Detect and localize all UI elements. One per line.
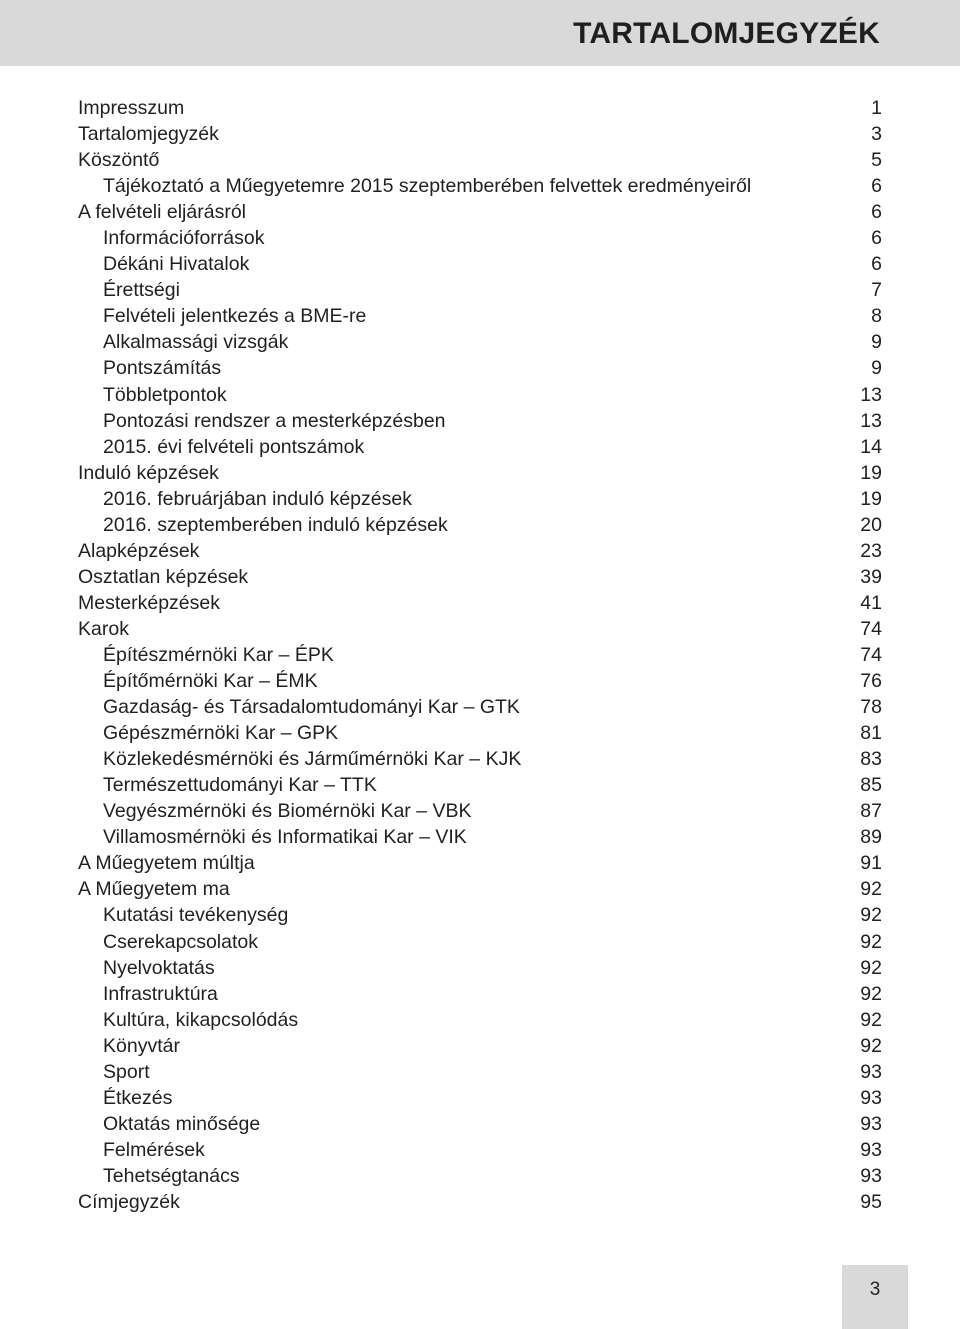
toc-entry-label: Villamosmérnöki és Informatikai Kar – VIK	[103, 826, 467, 849]
toc-entry-page: 93	[860, 1138, 882, 1161]
toc-entry-page: 78	[860, 696, 882, 719]
toc-entry[interactable]	[78, 798, 882, 824]
toc-entry[interactable]	[78, 199, 882, 225]
toc-entry-label: Felmérések	[103, 1138, 205, 1161]
toc-entry[interactable]	[78, 1163, 882, 1189]
toc-entry-page: 93	[860, 1060, 882, 1083]
toc-entry-label: Felvételi jelentkezés a BME-re	[103, 305, 367, 328]
toc-entry[interactable]	[78, 382, 882, 408]
toc-entry-label: Információforrások	[103, 227, 265, 250]
toc-entry-label: Sport	[103, 1060, 150, 1083]
toc-entry[interactable]	[78, 434, 882, 460]
toc-entry[interactable]	[78, 642, 882, 668]
toc-entry[interactable]	[78, 173, 882, 199]
toc-entry-page: 6	[871, 201, 882, 224]
toc-entry[interactable]	[78, 277, 882, 303]
toc-entry-label: A Műegyetem múltja	[78, 852, 255, 875]
toc-entry-page: 91	[860, 852, 882, 875]
toc-entry-label: Tartalomjegyzék	[78, 123, 219, 146]
toc-entry[interactable]	[78, 564, 882, 590]
toc-entry-label: Mesterképzések	[78, 591, 220, 614]
header-band	[0, 0, 960, 66]
toc-entry-label: Köszöntő	[78, 149, 160, 172]
toc-entry-page: 1	[871, 97, 882, 119]
toc-entry-page: 8	[871, 305, 882, 328]
toc-entry-label: Címjegyzék	[78, 1190, 180, 1213]
toc-entry-page: 92	[860, 878, 882, 901]
toc-entry[interactable]	[78, 1189, 882, 1215]
toc-entry[interactable]	[78, 1059, 882, 1085]
toc-entry[interactable]	[78, 746, 882, 772]
toc-entry-page: 9	[871, 357, 882, 380]
toc-entry[interactable]	[78, 981, 882, 1007]
toc-entry-label: Építőmérnöki Kar – ÉMK	[103, 670, 318, 693]
toc-entry-label: Osztatlan képzések	[78, 565, 249, 588]
toc-entry-label: Kultúra, kikapcsolódás	[103, 1008, 299, 1031]
toc-entry-label: Étkezés	[103, 1086, 173, 1109]
toc-entry-label: Érettségi	[103, 279, 180, 302]
toc-entry-page: 93	[860, 1086, 882, 1109]
toc-entry-page: 93	[860, 1164, 882, 1187]
toc-entry-label: Alkalmassági vizsgák	[103, 331, 289, 354]
toc-entry-page: 76	[860, 670, 882, 693]
toc-entry[interactable]	[78, 902, 882, 928]
toc-entry[interactable]	[78, 1137, 882, 1163]
toc-entry-label: 2015. évi felvételi pontszámok	[103, 435, 365, 458]
toc-entry[interactable]	[78, 512, 882, 538]
toc-entry-page: 3	[871, 123, 882, 146]
toc-entry[interactable]	[78, 1007, 882, 1033]
toc-entry-label: Pontszámítás	[103, 357, 222, 380]
toc-entry-page: 92	[860, 1034, 882, 1057]
toc-entry-label: Induló képzések	[78, 461, 219, 484]
toc-entry-label: Alapképzések	[78, 539, 200, 562]
toc-entry-label: Karok	[78, 617, 129, 640]
toc-entry-label: Közlekedésmérnöki és Járműmérnöki Kar – KJK	[103, 748, 522, 771]
toc-entry-page: 87	[860, 800, 882, 823]
toc-entry-label: Nyelvoktatás	[103, 956, 215, 979]
page-number: 3	[869, 1279, 881, 1300]
toc-entry-label: Vegyészmérnöki és Biomérnöki Kar – VBK	[103, 800, 472, 823]
toc-entry-page: 20	[860, 513, 882, 536]
toc-entry-label: Oktatás minősége	[103, 1112, 261, 1135]
toc-entry-label: Impresszum	[78, 97, 185, 119]
toc-entry[interactable]	[78, 95, 882, 121]
page-number-box	[842, 1265, 908, 1329]
toc-entry[interactable]	[78, 408, 882, 434]
toc-entry-page: 83	[860, 748, 882, 771]
toc-entry-page: 6	[871, 227, 882, 250]
toc-entry-page: 7	[871, 279, 882, 302]
toc-entry-page: 81	[860, 722, 882, 745]
toc-entry-page: 89	[860, 826, 882, 849]
toc-entry-label: Tájékoztató a Műegyetemre 2015 szeptemberében felvettek eredményeiről	[103, 175, 752, 198]
toc-entry-label: Természettudományi Kar – TTK	[103, 774, 377, 797]
toc-entry-page: 85	[860, 774, 882, 797]
toc-entry-label: Többletpontok	[103, 383, 227, 406]
toc-entry-page: 92	[860, 982, 882, 1005]
toc-entry-label: Gazdaság- és Társadalomtudományi Kar – GTK	[103, 696, 520, 719]
toc-entry-page: 93	[860, 1112, 882, 1135]
toc-entry[interactable]	[78, 720, 882, 746]
toc-entry-label: 2016. februárjában induló képzések	[103, 487, 412, 510]
toc-entry[interactable]	[78, 929, 882, 955]
toc-entry-page: 39	[860, 565, 882, 588]
toc-entry-page: 13	[860, 409, 882, 432]
toc-entry-label: 2016. szeptemberében induló képzések	[103, 513, 448, 536]
toc-entry[interactable]	[78, 772, 882, 798]
toc-entry[interactable]	[78, 955, 882, 981]
toc-entry[interactable]	[78, 538, 882, 564]
toc-entry[interactable]	[78, 121, 882, 147]
toc-entry-page: 6	[871, 175, 882, 198]
toc-entry-page: 92	[860, 904, 882, 927]
toc-entry-page: 74	[860, 643, 882, 666]
toc-entry[interactable]	[78, 590, 882, 616]
toc-entry[interactable]	[78, 460, 882, 486]
toc-entry[interactable]	[78, 303, 882, 329]
toc-entry[interactable]	[78, 355, 882, 381]
toc-entry-label: A Műegyetem ma	[78, 878, 230, 901]
toc-entry-page: 5	[871, 149, 882, 172]
toc-entry-page: 92	[860, 930, 882, 953]
toc-entry[interactable]	[78, 876, 882, 902]
toc-entry[interactable]	[78, 225, 882, 251]
toc-entry-label: A felvételi eljárásról	[78, 201, 246, 224]
toc-entry[interactable]	[78, 486, 882, 512]
toc-entry[interactable]	[78, 1033, 882, 1059]
toc-entry[interactable]	[78, 251, 882, 277]
toc-entry-page: 23	[860, 539, 882, 562]
page-title: TARTALOMJEGYZÉK	[573, 17, 880, 50]
toc-entry[interactable]	[78, 1085, 882, 1111]
toc-entry-page: 95	[860, 1190, 882, 1213]
toc-entry-page: 19	[860, 461, 882, 484]
toc-entry-page: 6	[871, 253, 882, 276]
toc-entry-page: 13	[860, 383, 882, 406]
toc-entry-page: 9	[871, 331, 882, 354]
table-of-contents	[78, 95, 882, 1215]
toc-entry-page: 19	[860, 487, 882, 510]
toc-entry-label: Tehetségtanács	[103, 1164, 240, 1187]
toc-entry-label: Könyvtár	[103, 1034, 180, 1057]
toc-entry-page: 92	[860, 956, 882, 979]
toc-entry[interactable]	[78, 668, 882, 694]
toc-entry-label: Infrastruktúra	[103, 982, 218, 1005]
toc-entry[interactable]	[78, 616, 882, 642]
toc-entry[interactable]	[78, 329, 882, 355]
toc-entry-page: 92	[860, 1008, 882, 1031]
toc-entry-label: Pontozási rendszer a mesterképzésben	[103, 409, 446, 432]
toc-entry-label: Cserekapcsolatok	[103, 930, 258, 953]
toc-entry-page: 41	[860, 591, 882, 614]
toc-entry-page: 74	[860, 617, 882, 640]
toc-entry[interactable]	[78, 1111, 882, 1137]
toc-entry-label: Gépészmérnöki Kar – GPK	[103, 722, 339, 745]
toc-entry-label: Kutatási tevékenység	[103, 904, 289, 927]
toc-entry-label: Építészmérnöki Kar – ÉPK	[103, 643, 334, 666]
toc-entry[interactable]	[78, 850, 882, 876]
toc-entry[interactable]	[78, 694, 882, 720]
toc-entry-page: 14	[860, 435, 882, 458]
toc-entry[interactable]	[78, 147, 882, 173]
toc-entry[interactable]	[78, 824, 882, 850]
toc-entry-label: Dékáni Hivatalok	[103, 253, 250, 276]
